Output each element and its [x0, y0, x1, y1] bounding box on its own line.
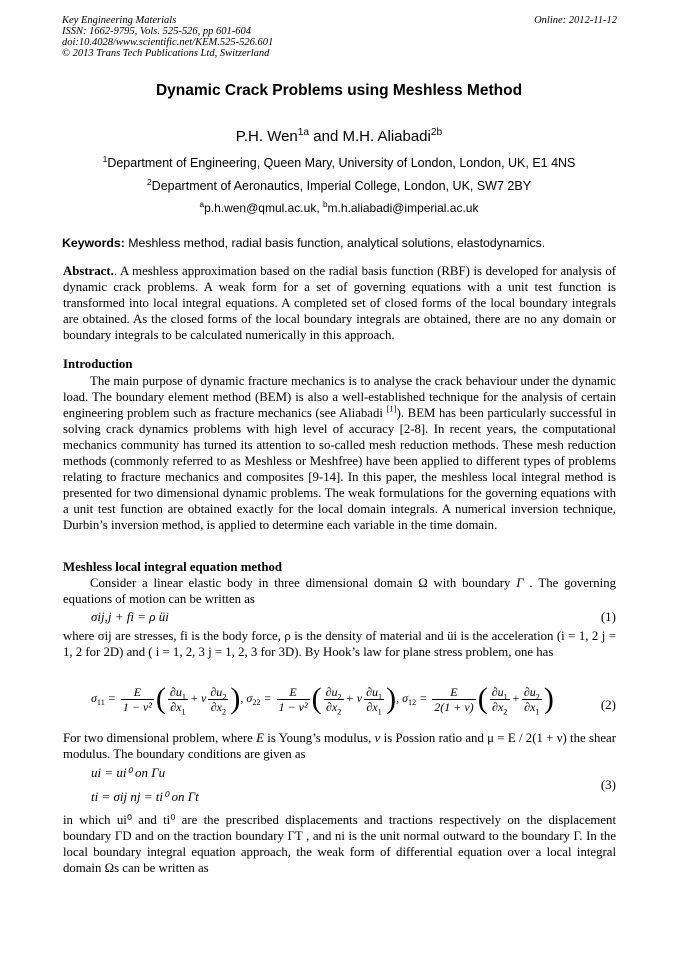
method-text-3a: For two dimensional problem, where [63, 731, 257, 745]
email-b-mark: b [322, 200, 328, 209]
abstract-label: Abstract. [63, 264, 114, 278]
email-line [0, 201, 678, 215]
method-text-3e: is Possion ratio and μ = E / 2(1 + ν) the shear modulus. The boundary conditions are given as [63, 731, 616, 761]
author-2-mark: 2b [430, 127, 443, 138]
paper-title: Dynamic Crack Problems using Meshless Method [155, 82, 523, 99]
equation-2-number: (2) [600, 697, 616, 712]
method-paragraph-2: where σij are stresses, fi is the body force, ρ is the density of material and üi is the acceleration (i = 1, 2 j = 1, 2 for 2D) and ( i = 1, 2, 3 j = 1, 2, 3 for 3D). By Hook’s law for plane stress problem, one has [63, 629, 616, 659]
doi-line: doi:10.4028/www.scientific.net/KEM.525-526.601 [62, 37, 274, 48]
boundary-condition-1: ui = ui⁰ on Γu [91, 765, 166, 780]
email-a-mark: a [199, 200, 205, 209]
author-1-mark: 1a [297, 127, 310, 138]
equation-3-number: (3) [600, 777, 616, 792]
author-2: M.H. Aliabadi [342, 128, 431, 145]
method-text-1c: . The governing equations of motion can be written as [63, 576, 616, 606]
eq2-frac-1 [121, 685, 154, 714]
affiliation-1-mark: 1 [102, 153, 108, 164]
method-paragraph-4: in which ui⁰ and ti⁰ are the prescribed displacements and tractions respectively on the displacement boundary ΓD and on the traction boundary ΓT , and ni is the unit normal outward to the boundary Γ. In the local boundary integral equation approach, the weak form of differential equation over a local integral domain Ωs can be written as [63, 813, 616, 875]
method-paragraph-1 [63, 575, 616, 607]
eq2-den-1: 1 − ν² [122, 699, 152, 714]
domain-symbol: Ω [418, 576, 428, 590]
email-a: p.h.wen@qmul.ac.uk, [204, 201, 323, 215]
equation-1-number: (1) [600, 609, 616, 624]
affiliation-2 [0, 176, 678, 193]
method-text-1b: with boundary [427, 576, 517, 590]
copyright-line: © 2013 Trans Tech Publications Ltd, Switzerland [62, 48, 270, 59]
keywords-label: Keywords: [62, 236, 125, 250]
affiliation-1 [0, 153, 678, 170]
method-text-1a: Consider a linear elastic body in three dimensional domain [90, 576, 419, 590]
introduction-heading: Introduction [63, 357, 133, 371]
intro-text-1: The main purpose of dynamic fracture mechanics is to analyse the crack behaviour under the dynamic load. The boundary element method (BEM) is also a well-established technique for the analysis of certain engineering problem such as fracture mechanics (see Aliabadi [63, 374, 616, 420]
issn-line: ISSN: 1662-9795, Vols. 525-526, pp 601-604 [62, 26, 251, 37]
author-and: and [309, 128, 343, 145]
online-date: Online: 2012-11-12 [534, 15, 617, 26]
poisson-symbol: ν [374, 731, 381, 745]
boundary-symbol: Γ [516, 576, 524, 590]
boundary-condition-2: ti = σij nj = ti⁰ on Γt [91, 789, 199, 804]
intro-ref: [1] [386, 403, 397, 414]
method-paragraph-3 [63, 730, 616, 762]
affiliation-2-text: Department of Aeronautics, Imperial College, London, UK, SW7 2BY [151, 179, 532, 193]
youngs-modulus-symbol: E [256, 731, 264, 745]
intro-text-2: ). BEM has been particularly successful in solving crack dynamics problems with high level of accuracy [2-8]. In recent years, the computational mechanics community has turned its attention to so-called mesh reduction methods. These mesh reduction methods (commonly referred to as Meshless or Meshfree) have been applied to different types of problems relating to fracture mechanics and composites [9-14]. In this paper, the meshless local integral method is presented for two dimensional dynamic problems. The weak formulations for the governing equations with a unit test function are obtained exactly for the local domain integrals. A numerical inversion technique, Durbin’s inversion method, is applied to determine each variable in the time domain. [63, 406, 616, 532]
abstract-text: . A meshless approximation based on the radial basis function (RBF) is developed for analysis of dynamic crack problems. A weak form for a set of governing equations with a unit test function is transformed into local integral equations. A completed set of closed forms of the local boundary integrals are obtained. As the closed forms of the local boundary integrals are obtained, there are no any domain or boundary integrals to be calculated numerically in this approach. [63, 264, 616, 342]
equation-2: $\sigma_{11}$ = $\frac{E}{\text{1 − ν²}}$ ( $\frac{\partial u_1}{\partial x_1}$ + ν $\frac{\partial u_2}{\partial x_2}$ ), $\sigma_{22}$ = $\frac{E}{\text{1 − ν²}}$ ( $\frac{\partial u_2}{\partial x_2}$ + ν $\frac{\partial u_1}{\partial x_1}$ ), $\sigma_{12}$ = $\frac{E}{2(1 + \nu)}$ ( $\frac{\partial u_1}{\partial x_2}$ + $\frac{\partial u_2}{\partial x_1}$ ) [91, 682, 554, 716]
author-line [0, 128, 678, 145]
keywords-text: Meshless method, radial basis function, analytical solutions, elastodynamics. [124, 236, 546, 250]
eq2-den-3: 2(1 + ν) [434, 699, 474, 714]
journal-name: Key Engineering Materials [62, 15, 177, 26]
author-1: P.H. Wen [235, 128, 298, 145]
keywords [62, 236, 617, 250]
method-heading: Meshless local integral equation method [63, 560, 282, 574]
equation-1: σij,j + fi = ρ üi [91, 609, 169, 624]
journal-header [62, 15, 617, 59]
affiliation-2-mark: 2 [146, 176, 152, 187]
affiliation-1-text: Department of Engineering, Queen Mary, University of London, London, UK, E1 4NS [107, 156, 576, 170]
method-text-3c: is Young’s modulus, [263, 731, 375, 745]
abstract [63, 263, 616, 343]
introduction-paragraph [63, 373, 616, 533]
email-b: m.h.aliabadi@imperial.ac.uk [327, 201, 479, 215]
eq2-num-1: E [121, 685, 154, 700]
